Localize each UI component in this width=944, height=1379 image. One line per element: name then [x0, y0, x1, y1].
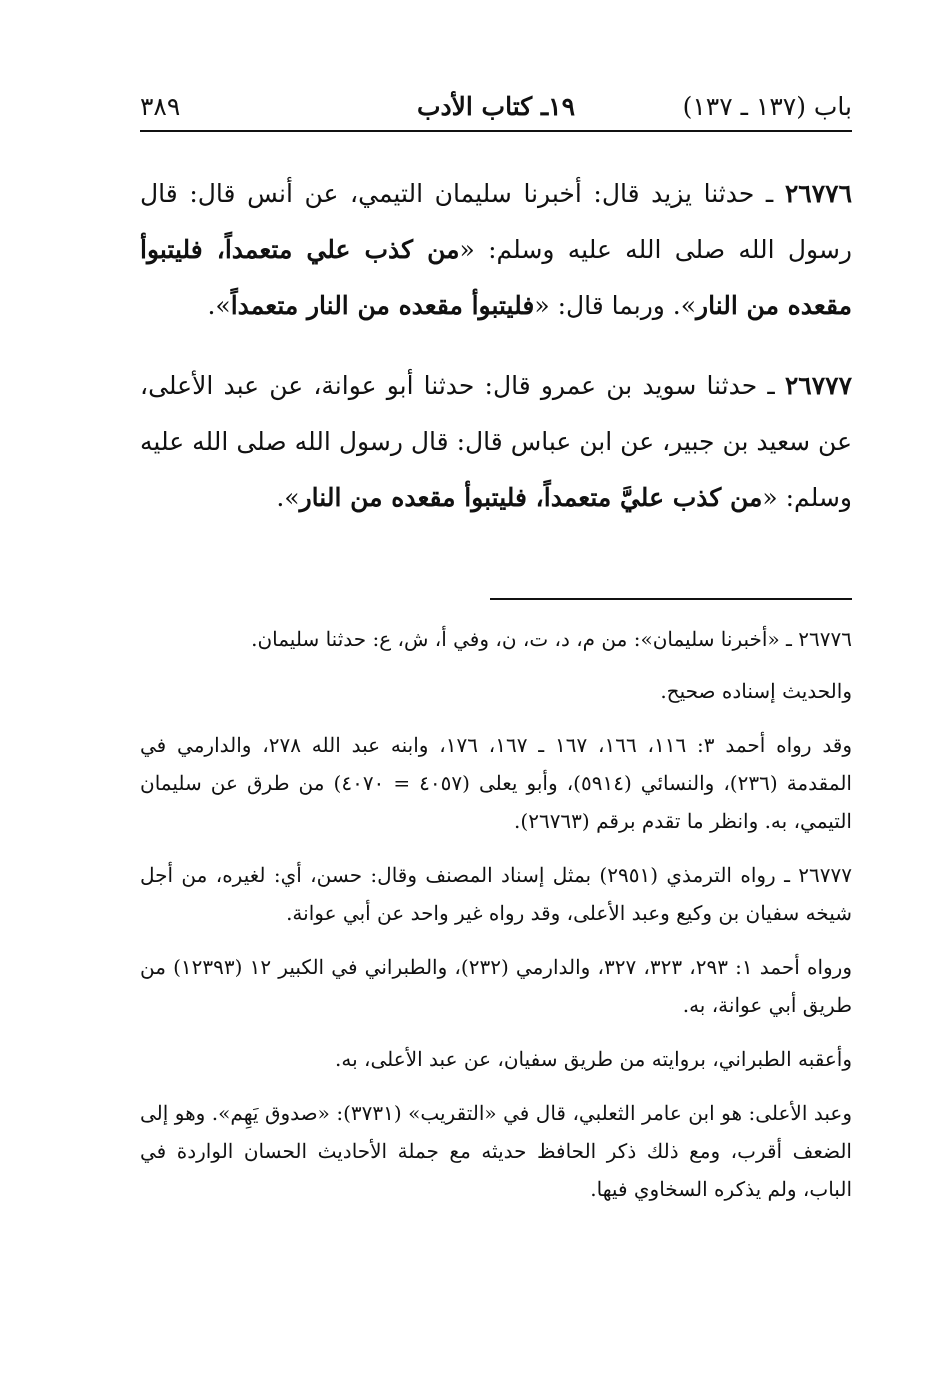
footnote-paragraph: ورواه أحمد ١: ٢٩٣، ٣٢٣، ٣٢٧، والدارمي (٢٣٢)، والطبراني في الكبير ١٢ (١٢٣٩٣) من طريق أبي عوانة، به.	[140, 955, 852, 1017]
hadith-quote: من كذب عليَّ متعمداً، فليتبوأ مقعده من النار	[299, 483, 763, 512]
footnote-paragraph: ٢٦٧٧٦ ـ «أخبرنا سليمان»: من م، د، ت، ن، وفي أ، ش، ع: حدثنا سليمان.	[251, 627, 852, 651]
hadith-text: ». وربما قال: «	[534, 291, 697, 320]
footnote-divider	[490, 598, 852, 600]
book-title: ١٩ـ كتاب الأدب	[416, 92, 576, 121]
hadith-text: ـ حدثنا يزيد قال: أخبرنا سليمان التيمي، عن أنس قال: قال رسول الله صلى الله عليه وسلم: «	[140, 179, 852, 264]
footnote-paragraph: وأعقبه الطبراني، بروايته من طريق سفيان، عن عبد الأعلى، به.	[335, 1047, 852, 1071]
main-text	[140, 166, 852, 550]
chapter-title: باب (١٣٧ ـ ١٣٧)	[682, 92, 852, 121]
hadith-number: ٢٦٧٧٦	[784, 179, 852, 208]
hadith-text: ـ حدثنا سويد بن عمرو قال: حدثنا أبو عوانة، عن عبد الأعلى، عن سعيد بن جبير، عن ابن عباس قال: قال رسول الله صلى الله عليه وسلم: «	[140, 371, 852, 512]
page-number: ٣٨٩	[140, 92, 181, 121]
hadith-paragraph	[140, 358, 852, 526]
footnotes	[140, 620, 852, 1224]
footnote-paragraph: وعبد الأعلى: هو ابن عامر الثعلبي، قال في «التقريب» (٣٧٣١): «صدوق يَهِم». وهو إلى الضعف أقرب، ومع ذلك ذكر الحافظ حديثه مع جملة الأحاديث الحسان الواردة في الباب، ولم يذكره السخاوي فيها.	[140, 1101, 852, 1201]
hadith-paragraph	[140, 166, 852, 334]
hadith-quote: فليتبوأ مقعده من النار متعمداً	[230, 291, 535, 320]
footnote-paragraph: وقد رواه أحمد ٣: ١١٦، ١٦٦، ١٦٧ ـ ١٦٧، ١٧٦، وابنه عبد الله ٢٧٨، والدارمي في المقدمة (٢٣٦)، والنسائي (٥٩١٤)، وأبو يعلى (٤٠٥٧ = ٤٠٧٠) من طرق عن سليمان التيمي، به. وانظر ما تقدم برقم (٢٦٧٦٣).	[140, 733, 853, 833]
hadith-text: ».	[207, 291, 231, 320]
hadith-quote: من كذب علي متعمداً، فليتبوأ مقعده من النار	[140, 235, 852, 320]
hadith-number: ٢٦٧٧٧	[784, 371, 852, 400]
footnote-paragraph: ٢٦٧٧٧ ـ رواه الترمذي (٢٩٥١) بمثل إسناد المصنف وقال: حسن، أي: لغيره، من أجل شيخه سفيان بن وكيع وعبد الأعلى، وقد رواه غير واحد عن أبي عوانة.	[140, 863, 853, 925]
running-header	[140, 86, 852, 132]
hadith-text: ».	[276, 483, 300, 512]
footnote-paragraph: والحديث إسناده صحيح.	[660, 679, 852, 703]
